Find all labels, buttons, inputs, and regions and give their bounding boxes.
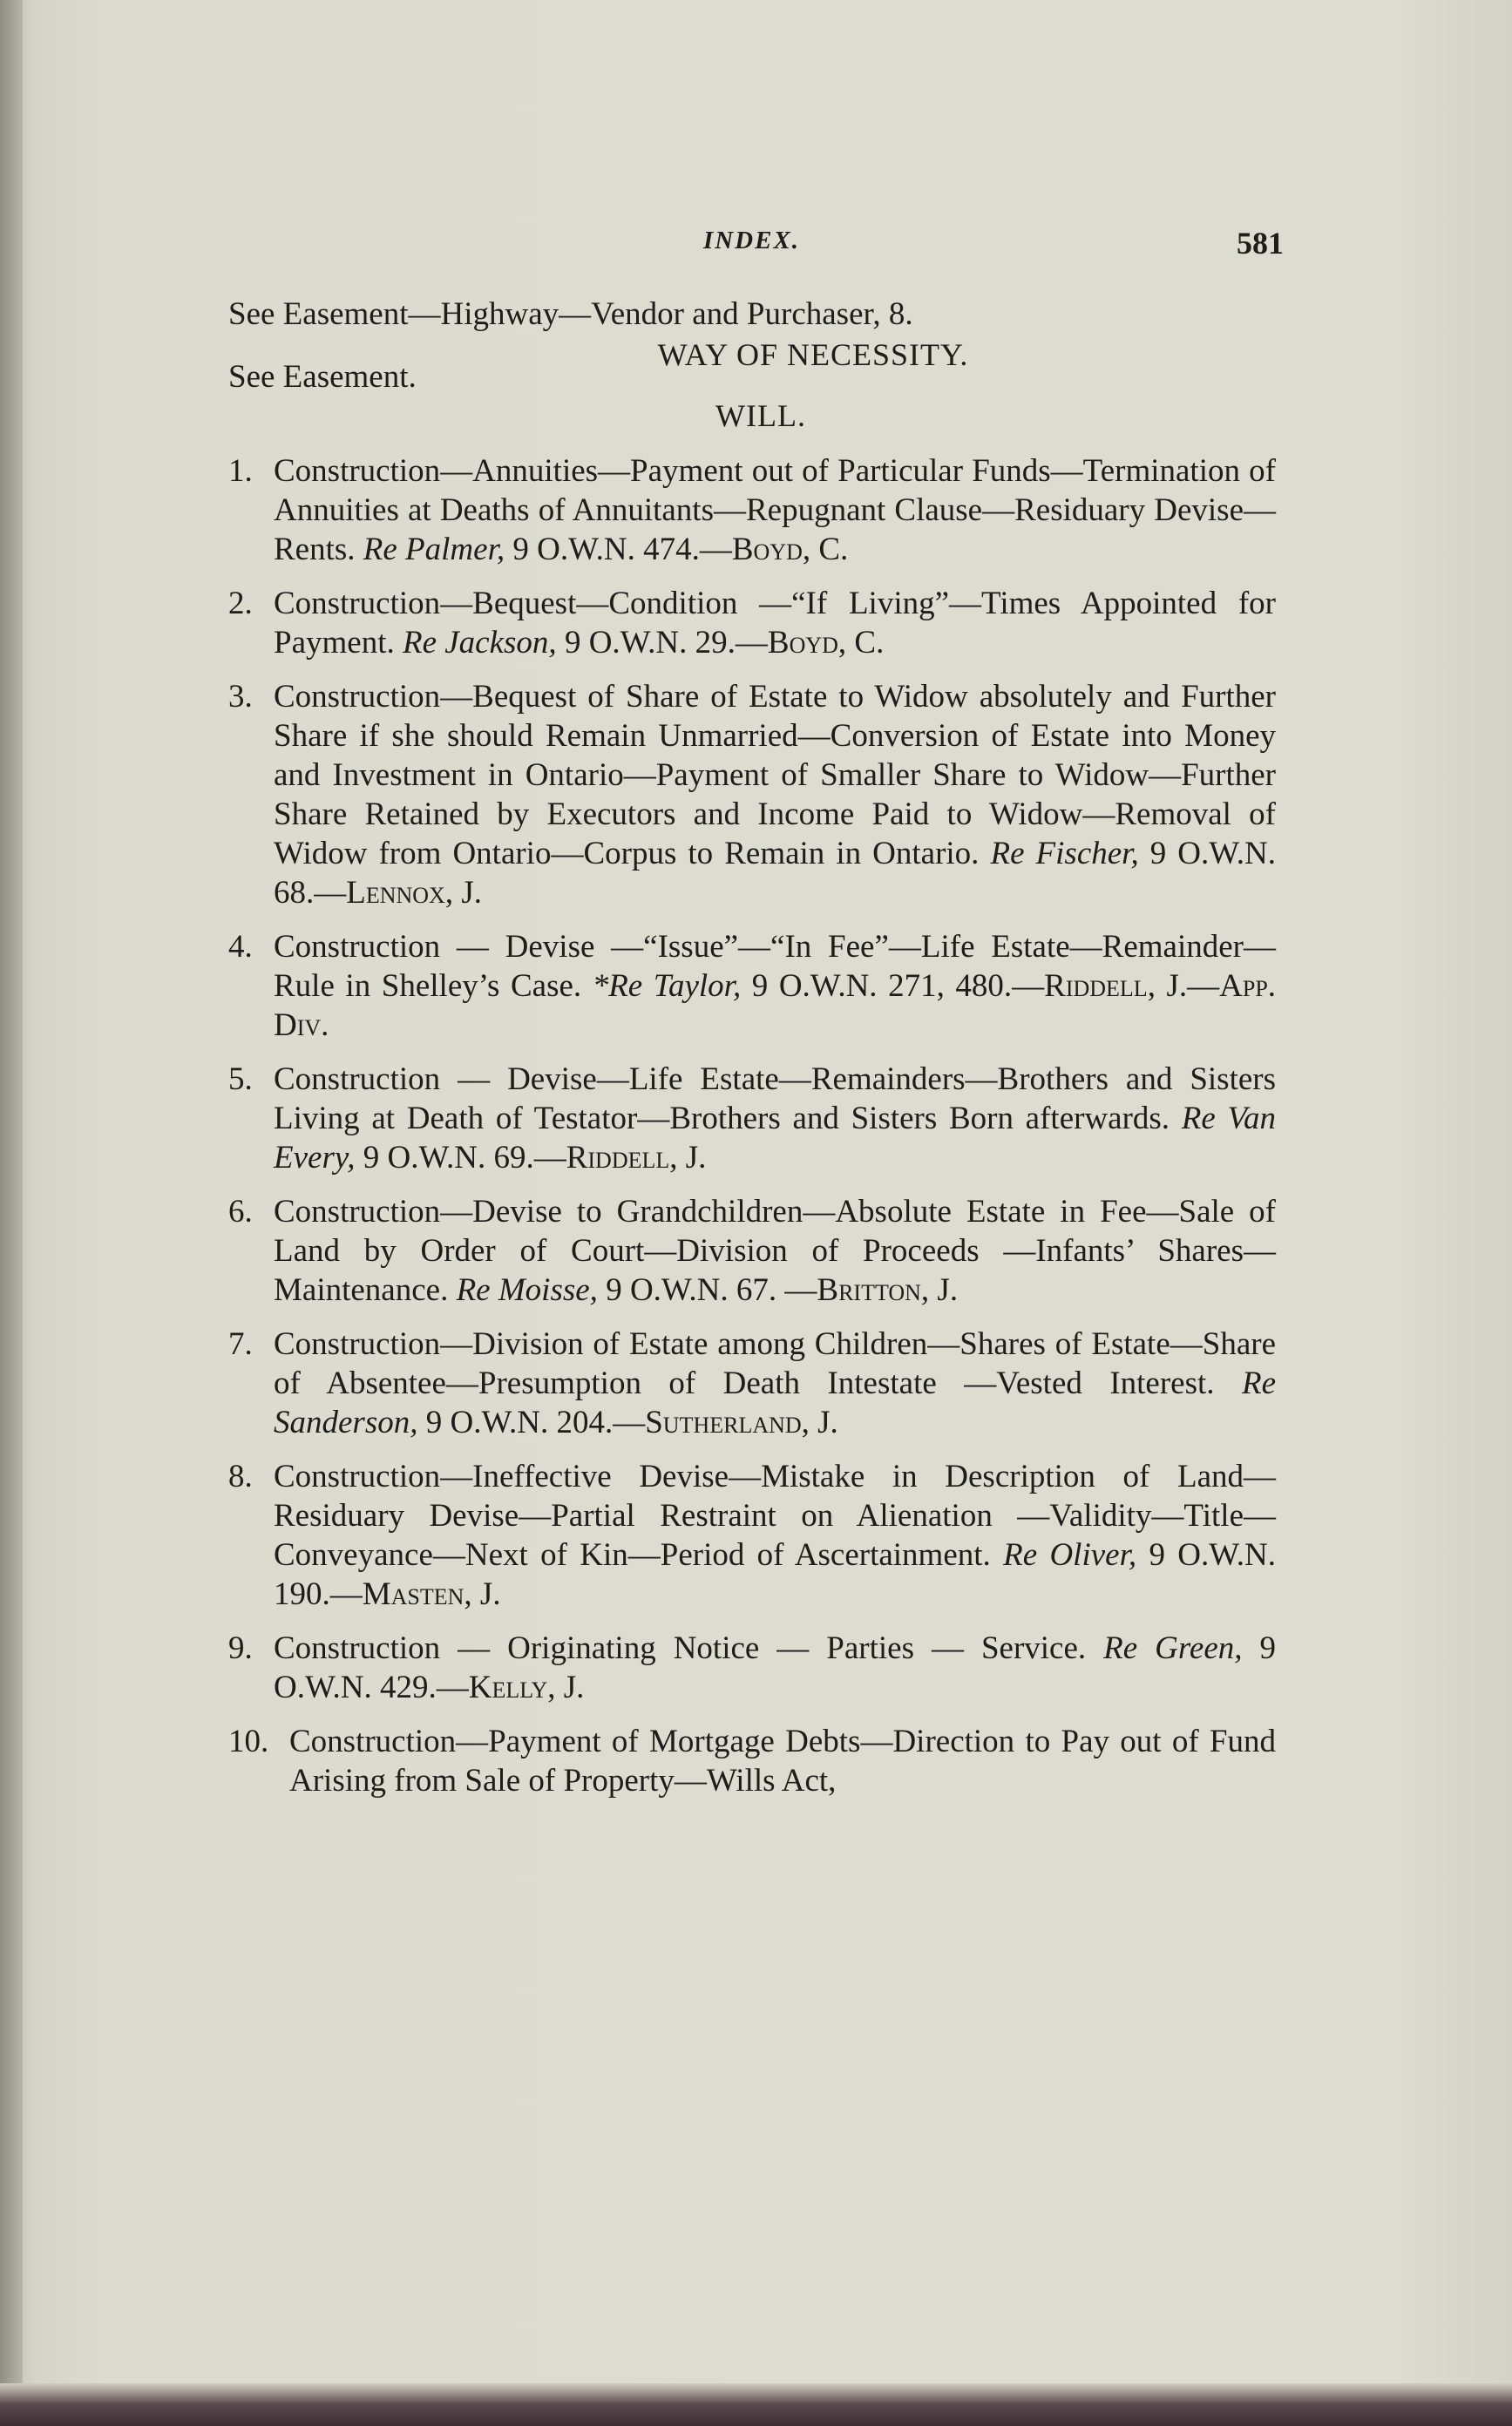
running-head-title: INDEX. [702, 227, 801, 254]
entry-judge: Boyd, C. [731, 532, 849, 567]
entry-judge: Boyd, C. [767, 625, 885, 661]
entry-judge: Riddell, J. [566, 1140, 707, 1176]
book-edge-bottom [0, 2383, 1512, 2426]
entry-case-name: Re Green, [1103, 1630, 1243, 1666]
entry-number: 6. [228, 1194, 253, 1230]
entry-judge: Britton, J. [817, 1272, 959, 1308]
book-spine-shadow [0, 0, 23, 2426]
index-entry [228, 451, 1276, 569]
see-easement-line: See Easement. [228, 359, 417, 395]
entry-case-name: Re Van Every, [274, 1101, 1277, 1176]
entry-text: Construction — Originating Notice — Parties — Service. [274, 1630, 1087, 1666]
entry-number: 3. [228, 679, 253, 715]
entry-number: 8. [228, 1459, 253, 1494]
entry-judge: Riddell, J.—App. Div. [274, 968, 1277, 1043]
entry-text: Construction—Division of Estate among Children—Shares of Estate—Share of Absentee—Presumption of Death Intestate —Vested Interest. [274, 1326, 1276, 1401]
entry-number: 5. [228, 1061, 253, 1097]
entry-citation: 9 O.W.N. 29.— [564, 625, 768, 661]
entry-text: Construction — Devise—Life Estate—Remainders—Brothers and Sisters Living at Death of Testator—Brothers and Sisters Born afterwards. [274, 1061, 1276, 1136]
index-entry [228, 1192, 1276, 1310]
entry-number: 2. [228, 586, 253, 621]
section-heading-will: WILL. [715, 398, 806, 433]
will-entries [228, 451, 1276, 1800]
entry-number: 1. [228, 453, 253, 489]
entry-citation: 9 O.W.N. 190.— [274, 1537, 1277, 1612]
entry-judge: Lennox, J. [346, 875, 482, 911]
entry-case-name: Re Oliver, [1003, 1537, 1137, 1573]
entry-case-name: Re Palmer, [363, 532, 505, 567]
entry-number: 7. [228, 1326, 253, 1362]
entry-text: Construction—Annuities—Payment out of Particular Funds—Termination of Annuities at Deaths of Annuitants—Repugnant Clause—Residuary Devise—Rents. [274, 453, 1276, 567]
entry-citation: 9 O.W.N. 69.— [363, 1140, 566, 1176]
index-entry [228, 1629, 1276, 1707]
entry-judge: Kelly, J. [468, 1670, 585, 1705]
entry-case-name: *Re Taylor, [592, 968, 742, 1004]
entry-case-name: Re Moisse, [456, 1272, 598, 1308]
entry-number: 9. [228, 1630, 253, 1666]
index-entry [228, 1325, 1276, 1442]
entry-text: Construction — Devise —“Issue”—“In Fee”—Life Estate—Remainder—Rule in Shelley’s Case. [274, 929, 1276, 1004]
index-entry [228, 927, 1276, 1045]
page-content [228, 295, 1276, 1815]
entry-text: Construction—Ineffective Devise—Mistake in Description of Land—Residuary Devise—Partial Restraint on Alienation —Validity—Title—Conveyance—Next of Kin—Period of Ascertainment. [274, 1459, 1276, 1573]
intro-see-line: See Easement—Highway—Vendor and Purchaser, 8. [228, 296, 913, 332]
entry-citation: 9 O.W.N. 474.— [512, 532, 732, 567]
index-entry [228, 1457, 1276, 1614]
entry-number: 10. [228, 1724, 269, 1759]
entry-text: Construction—Bequest—Condition —“If Living”—Times Appointed for Payment. [274, 586, 1276, 661]
index-entry [228, 1060, 1276, 1177]
entry-citation: 9 O.W.N. 67. — [606, 1272, 817, 1308]
entry-citation: 9 O.W.N. 204.— [425, 1405, 646, 1440]
entry-citation: 9 O.W.N. 68.— [274, 836, 1277, 911]
entry-citation: 9 O.W.N. 429.— [274, 1630, 1276, 1705]
entry-case-name: Re Sanderson, [274, 1365, 1276, 1440]
entry-case-name: Re Jackson, [402, 625, 557, 661]
section-heading-way-of-necessity: WAY OF NECESSITY. [657, 337, 969, 372]
entry-case-name: Re Fischer, [990, 836, 1139, 871]
entry-text: Construction—Payment of Mortgage Debts—Direction to Pay out of Fund Arising from Sale of Property—Wills Act, [289, 1724, 1276, 1799]
entry-judge: Masten, J. [362, 1576, 501, 1612]
page-number: 581 [1237, 226, 1284, 261]
running-head [228, 225, 1284, 268]
entry-text: Construction—Devise to Grandchildren—Absolute Estate in Fee—Sale of Land by Order of Court—Division of Proceeds —Infants’ Shares—Maintenance. [274, 1194, 1276, 1308]
index-entry [228, 584, 1276, 662]
entry-citation: 9 O.W.N. 271, 480.— [751, 968, 1045, 1004]
index-entry [228, 677, 1276, 912]
entry-number: 4. [228, 929, 253, 965]
entry-judge: Sutherland, J. [645, 1405, 838, 1440]
index-entry [228, 1722, 1276, 1800]
entry-text: Construction—Bequest of Share of Estate to Widow absolutely and Further Share if she should Remain Unmarried—Conversion of Estate into Money and Investment in Ontario—Payment of Smaller Share to Widow—Further Share Retained by Executors and Income Paid to Widow—Removal of Widow from Ontario—Corpus to Remain in Ontario. [274, 679, 1276, 871]
